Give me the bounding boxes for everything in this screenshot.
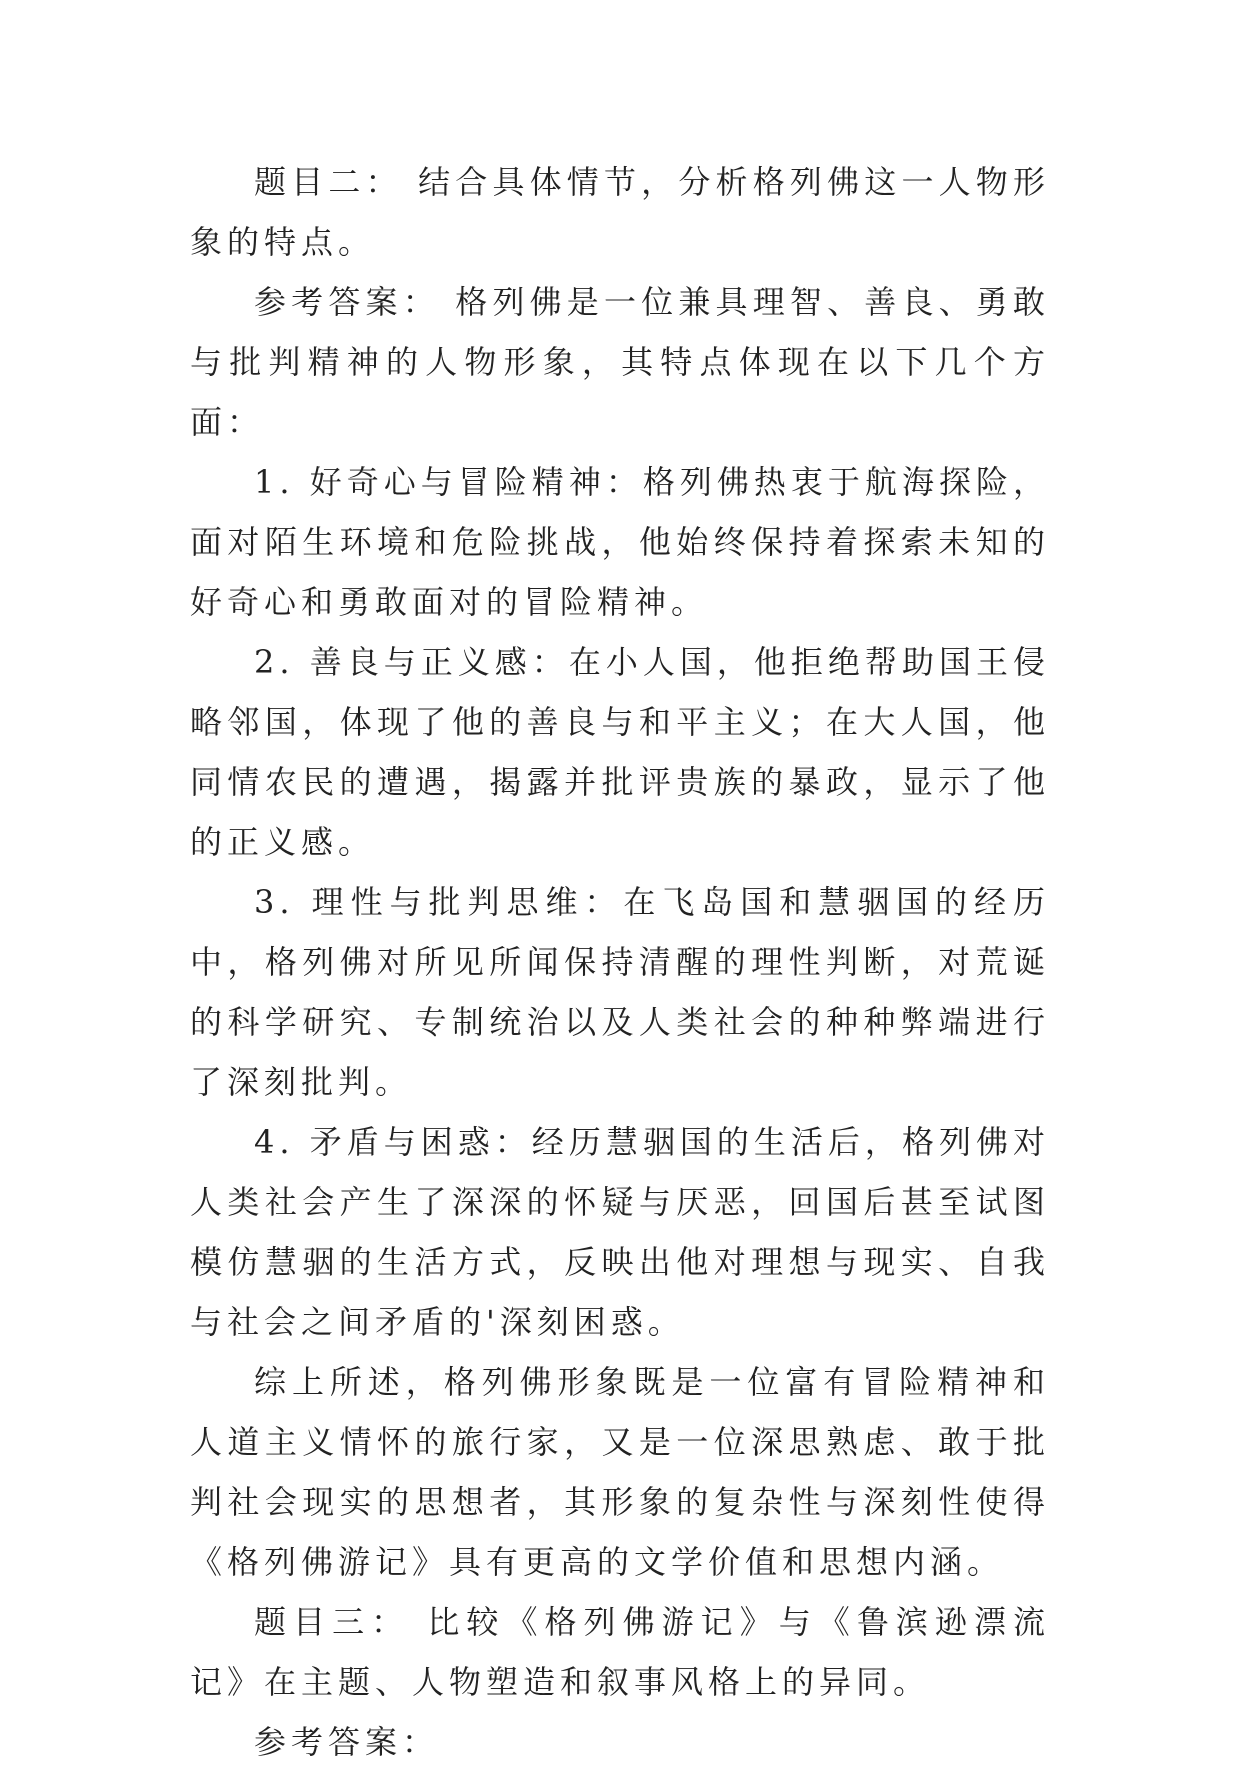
question-three-prompt: 题目三： 比较《格列佛游记》与《鲁滨逊漂流记》在主题、人物塑造和叙事风格上的异同。 [190, 1603, 1050, 1701]
answer-point-4: 4. 矛盾与困惑：经历慧骃国的生活后，格列佛对人类社会产生了深深的怀疑与厌恶，回国后甚至试图模仿慧骃的生活方式，反映出他对理想与现实、自我与社会之间矛盾的'深刻困惑。 [190, 1123, 1050, 1341]
answer-point-2: 2. 善良与正义感：在小人国，他拒绝帮助国王侵略邻国，体现了他的善良与和平主义；在大人国，他同情农民的遭遇，揭露并批评贵族的暴政，显示了他的正义感。 [190, 643, 1050, 861]
document-body [190, 152, 1050, 1772]
question-two-prompt: 题目二： 结合具体情节，分析格列佛这一人物形象的特点。 [190, 163, 1050, 261]
answer-two-intro: 参考答案： 格列佛是一位兼具理智、善良、勇敢与批判精神的人物形象，其特点体现在以下几个方面： [190, 283, 1050, 441]
answer-point-1: 1. 好奇心与冒险精神：格列佛热衷于航海探险，面对陌生环境和危险挑战，他始终保持着探索未知的好奇心和勇敢面对的冒险精神。 [190, 463, 1050, 621]
answer-three-label: 参考答案： [254, 1723, 440, 1761]
answer-point-3: 3. 理性与批判思维：在飞岛国和慧骃国的经历中，格列佛对所见所闻保持清醒的理性判断，对荒诞的科学研究、专制统治以及人类社会的种种弊端进行了深刻批判。 [190, 883, 1050, 1101]
answer-two-summary: 综上所述，格列佛形象既是一位富有冒险精神和人道主义情怀的旅行家，又是一位深思熟虑、敢于批判社会现实的思想者，其形象的复杂性与深刻性使得《格列佛游记》具有更高的文学价值和思想内涵。 [190, 1363, 1050, 1581]
